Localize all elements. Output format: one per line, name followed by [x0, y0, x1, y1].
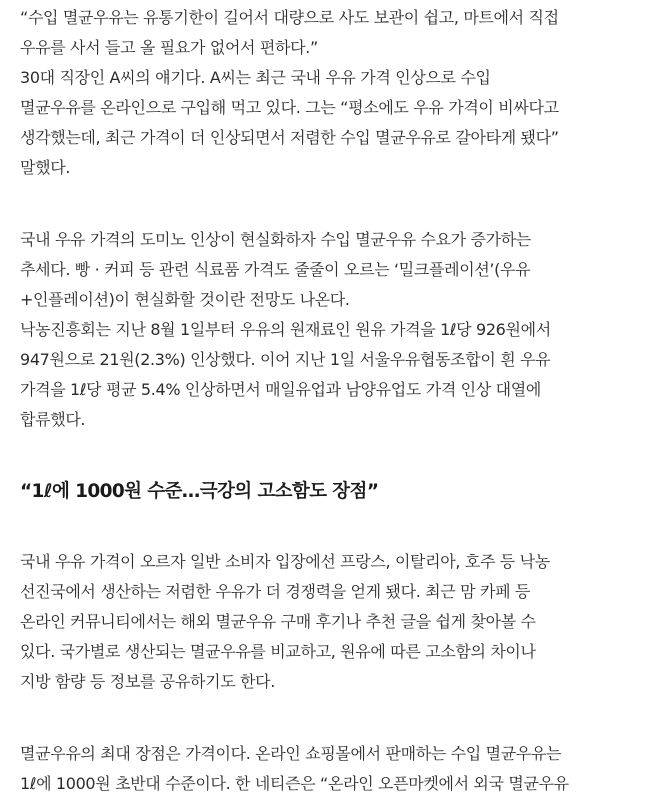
text-line: 추세다. 빵 · 커피 등 관련 식료품 가격도 줄줄이 오르는 ‘밀크플레이션’(우유	[20, 260, 531, 279]
text-line: 지방 함량 등 정보를 공유하기도 한다.	[20, 672, 276, 691]
text-line: 30대 직장인 A씨의 얘기다. A씨는 최근 국내 우유 가격 인상으로 수입	[20, 68, 491, 87]
text-line: 국내 우유 가격이 오르자 일반 소비자 입장에선 프랑스, 이탈리아, 호주 등 낙농	[20, 552, 550, 571]
section-subheading: “1ℓ에 1000원 수준…극강의 고소함도 장점”	[20, 481, 379, 502]
text-line: 우유를 사서 들고 올 필요가 없어서 편하다.”	[20, 38, 318, 57]
text-line: “수입 멸균우유는 유통기한이 길어서 대량으로 사도 보관이 쉽고, 마트에서 직접	[20, 8, 559, 27]
text-line: 있다. 국가별로 생산되는 멸균우유를 비교하고, 원유에 따른 고소함의 차이나	[20, 642, 536, 661]
text-line: +인플레이션)이 현실화할 것이란 전망도 나온다.	[20, 290, 350, 309]
text-line: 말했다.	[20, 158, 71, 177]
text-line: 멸균우유의 최대 장점은 가격이다. 온라인 쇼핑몰에서 판매하는 수입 멸균우유는	[20, 744, 562, 763]
text-line: 가격을 1ℓ당 평균 5.4% 인상하면서 매일유업과 남양유업도 가격 인상 대열에	[20, 380, 541, 399]
text-line: 낙농진흥회는 지난 8월 1일부터 우유의 원재료인 원유 가격을 1ℓ당 926원에서	[20, 320, 551, 339]
text-line: 온라인 커뮤니티에서는 해외 멸균우유 구매 후기나 추천 글을 쉽게 찾아볼 수	[20, 612, 536, 631]
text-line: 선진국에서 생산하는 저렴한 우유가 더 경쟁력을 얻게 됐다. 최근 맘 카페 등	[20, 582, 531, 601]
text-line: 멸균우유를 온라인으로 구입해 먹고 있다. 그는 “평소에도 우유 가격이 비싸다고	[20, 98, 559, 117]
text-line: 국내 우유 가격의 도미노 인상이 현실화하자 수입 멸균우유 수요가 증가하는	[20, 230, 531, 249]
text-line: 947원으로 21원(2.3%) 인상했다. 이어 지난 1일 서울우유협동조합이 흰 우유	[20, 350, 551, 369]
text-line: 생각했는데, 최근 가격이 더 인상되면서 저렴한 수입 멸균우유로 갈아타게 됐다”	[20, 128, 559, 147]
text-line: 1ℓ에 1000원 초반대 수준이다. 한 네티즌은 “온라인 오픈마켓에서 외국 멸균우유	[20, 774, 569, 793]
text-line: 합류했다.	[20, 410, 86, 429]
